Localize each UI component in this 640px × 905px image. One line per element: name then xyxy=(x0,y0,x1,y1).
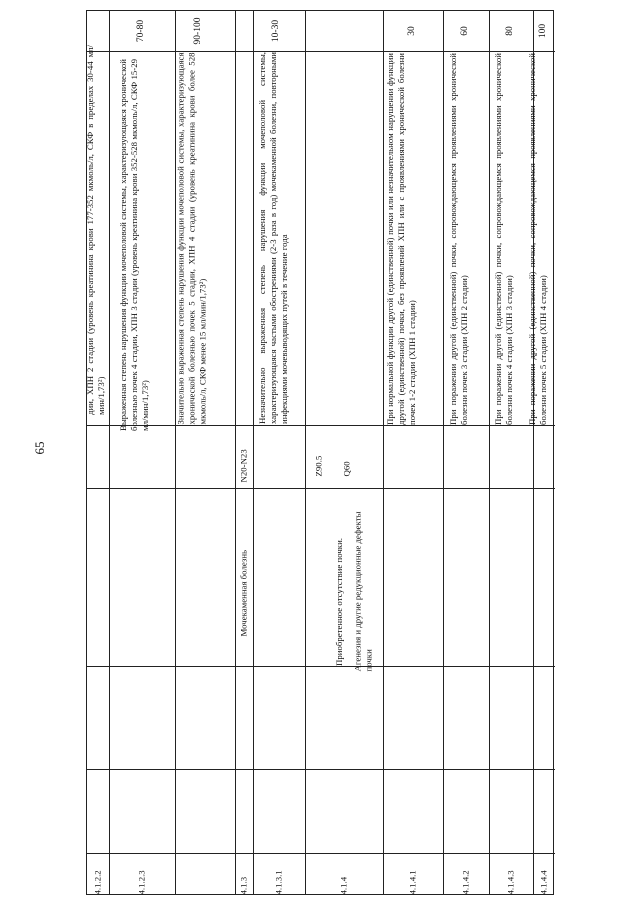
row-percent: 100 xyxy=(538,23,548,39)
row-percent: 10-30 xyxy=(271,19,281,43)
row-code: 4.1.4.2 xyxy=(460,870,471,895)
row-description: Незначительно выраженная степень нарушения функции мочеполовой системы, характеризующаяся частыми обострениями (2-3 раза в год) мочекаменной болезни, повторными инфекциями мочевыводящих путей в течение года xyxy=(257,52,289,424)
row-divider xyxy=(305,11,306,894)
row-icd: N20-N23 xyxy=(238,449,249,483)
row-name: Мочекаменная болезнь xyxy=(238,549,249,637)
row-code: 4.1.4 xyxy=(338,876,349,895)
column-divider xyxy=(87,769,555,770)
row-description: Значительно выраженная степень нарушения функции мочеполовой системы, характеризующаяся хронической болезнью почек 5 стадии, ХПН 4 стадии (уровень креатинина крови более 528 мкмоль/л, СКФ менее 15 мл/мин/1,73²) xyxy=(175,52,208,425)
column-divider xyxy=(87,51,555,52)
row-divider xyxy=(235,11,236,894)
column-divider xyxy=(87,488,555,489)
row-code: 4.1.4.3 xyxy=(505,870,516,895)
row-description: При нормальной функции другой (единственной) почки или незначительном нарушении функции другой (единственной) почки, без проявлений ХПН или с проявлениями хронической болезни почек 1-2 стадии (ХПН 1 стадии) xyxy=(385,53,417,425)
column-divider xyxy=(87,666,555,667)
row-name: Агенезия и другие редукционные дефекты почки xyxy=(352,511,374,672)
column-divider xyxy=(87,853,555,854)
row-description: Выраженная степень нарушения функции мочеполовой системы, характеризующаяся хронической болезнью почек 4 стадии, ХПН 3 стадии (уровень креатинина крови 352-528 мкмоль/л, СКФ 15-29 мл/мин/1,73²) xyxy=(118,59,150,431)
row-code: 4.1.2.2 xyxy=(92,870,103,895)
row-code: 4.1.4.4 xyxy=(538,870,549,895)
row-percent: 70-80 xyxy=(136,19,146,43)
row-icd: Q60 xyxy=(341,461,352,477)
row-code: 4.1.4.1 xyxy=(407,870,418,895)
row-code: 4.1.2.3 xyxy=(136,870,147,895)
row-code: 4.1.3.1 xyxy=(273,870,284,895)
row-divider xyxy=(109,11,110,894)
row-percent: 90-100 xyxy=(193,17,203,45)
row-icd: Z90.5 xyxy=(313,455,324,477)
row-divider xyxy=(383,11,384,894)
row-percent: 80 xyxy=(505,26,515,36)
row-code: 4.1.3 xyxy=(238,876,249,895)
row-percent: 30 xyxy=(407,26,417,36)
row-description: дии, ХПН 2 стадии (уровень креатинина крови 177-352 мкмоль/л, СКФ в пределах 30-44 мл/мин/1,73²) xyxy=(85,45,106,415)
row-divider xyxy=(489,11,490,894)
row-description: При поражении другой (единственной) почки, сопровождающемся проявлениями хронической болезни почек 3 стадии (ХПН 2 стадии) xyxy=(448,53,469,425)
row-description: При поражении другой (единственной) почки, сопровождающемся проявлениями хронической болезни почек 5 стадии (ХПН 4 стадии) xyxy=(527,53,548,425)
row-description: При поражении другой (единственной) почки, сопровождающемся проявлениями хронической болезни почек 4 стадии (ХПН 3 стадии) xyxy=(493,53,514,425)
page-number: 65 xyxy=(32,441,47,455)
row-name: Приобретенное отсутствие почки. xyxy=(334,538,344,666)
row-divider xyxy=(253,11,254,894)
rotated-table xyxy=(86,10,554,895)
row-divider xyxy=(443,11,444,894)
row-percent: 60 xyxy=(460,26,470,36)
